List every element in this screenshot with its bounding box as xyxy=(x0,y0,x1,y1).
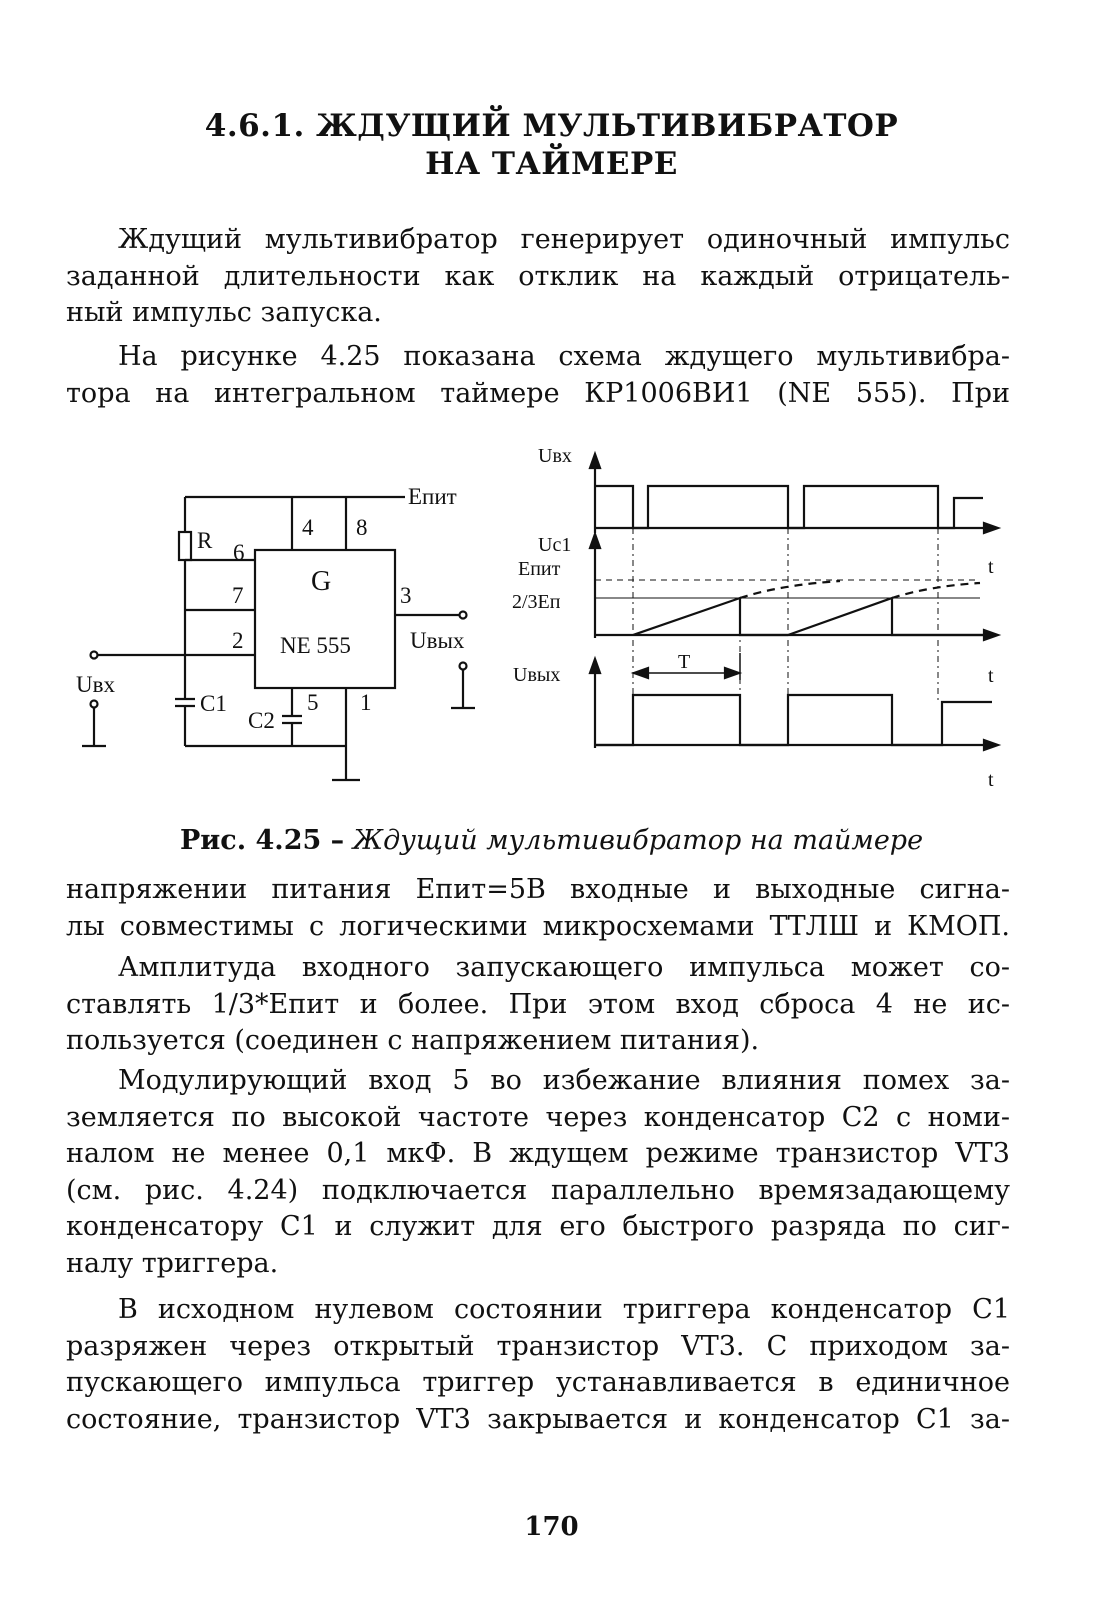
text-line: земляется по высокой частоте через конденсатор С2 с номи- xyxy=(66,1101,1010,1133)
timing-epit-label: Епит xyxy=(518,558,561,580)
c1-label: C1 xyxy=(200,691,227,716)
section-heading-line2: НА ТАЙМЕРЕ xyxy=(425,146,678,182)
text-line: В исходном нулевом состоянии триггера конденсатор C1 xyxy=(118,1294,1010,1325)
epit-label: Епит xyxy=(408,484,457,509)
text-line: разряжен через открытый транзистор VT3. С приходом за- xyxy=(66,1330,1010,1362)
c2-label: C2 xyxy=(248,708,275,733)
paragraph-3 xyxy=(66,872,1010,945)
chip-g-label: G xyxy=(311,566,332,597)
paragraph-intro-2 xyxy=(66,339,1010,412)
text-line: заданной длительности как отклик на каждый отрицатель- xyxy=(66,260,1010,292)
text-line: тора на интегральном таймере КР1006ВИ1 (NE 555). При xyxy=(66,377,1010,409)
text-line: ставлять 1/3*Епит и более. При этом вход сброса 4 не ис- xyxy=(66,988,1010,1020)
pin6-label: 6 xyxy=(233,540,245,565)
timing-two-thirds-label: 2/3Еп xyxy=(512,591,561,613)
text-line: налом не менее 0,1 мкФ. В ждущем режиме транзистор VT3 xyxy=(66,1138,1010,1169)
text-line: напряжении питания Епит=5В входные и выходные сигна- xyxy=(66,874,1010,905)
timing-uvh-label: Uвх xyxy=(538,445,572,467)
pin3-label: 3 xyxy=(400,583,412,608)
pin4-label: 4 xyxy=(302,515,314,540)
text-line: Модулирующий вход 5 во избежание влияния помех за- xyxy=(118,1065,1010,1096)
timing-uvyh-label: Uвых xyxy=(513,664,561,686)
time-axis-label: t xyxy=(988,665,994,687)
paragraph-6 xyxy=(66,1292,1010,1438)
time-axis-label: t xyxy=(988,769,994,791)
text-line: На рисунке 4.25 показана схема ждущего мультивибра- xyxy=(118,341,1010,372)
resistor-r xyxy=(179,532,191,560)
text-line: ный импульс запуска. xyxy=(66,297,382,328)
timing-labels xyxy=(512,445,994,791)
timing-diagram xyxy=(590,454,998,750)
period-t-label: T xyxy=(678,651,691,673)
page-number: 170 xyxy=(524,1512,579,1542)
uvyh-label: Uвых xyxy=(410,628,465,653)
pin2-label: 2 xyxy=(232,628,244,653)
time-axis-label: t xyxy=(988,556,994,578)
r-label: R xyxy=(197,528,213,553)
paragraph-4 xyxy=(66,950,1010,1060)
text-line: состояние, транзистор VT3 закрывается и конденсатор C1 за- xyxy=(66,1403,1010,1435)
pin5-label: 5 xyxy=(307,690,319,715)
text-line: пускающего импульса триггер устанавливается в единичное xyxy=(66,1367,1010,1398)
caption-text: Ждущий мультивибратор на таймере xyxy=(352,825,924,856)
caption-number: Рис. 4.25 – xyxy=(179,825,345,856)
paragraph-intro-1 xyxy=(66,222,1010,332)
text-line: пользуется (соединен с напряжением питания). xyxy=(66,1025,760,1056)
text-line: (см. рис. 4.24) подключается параллельно времязадающему xyxy=(66,1174,1010,1206)
text-line: конденсатору С1 и служит для его быстрого разряда по сиг- xyxy=(66,1211,1010,1242)
timing-uc1-label: Uc1 xyxy=(538,534,572,556)
figure-4-25 xyxy=(76,445,1020,818)
pin8-label: 8 xyxy=(356,515,368,540)
text-line: налу триггера. xyxy=(66,1247,279,1279)
uvh-label: Uвх xyxy=(76,672,115,697)
section-heading-line1: 4.6.1. ЖДУЩИЙ МУЛЬТИВИБРАТОР xyxy=(204,108,899,144)
text-line: Ждущий мультивибратор генерирует одиночный импульс xyxy=(118,224,1010,255)
text-line: лы совместимы с логическими микросхемами ТТЛШ и КМОП. xyxy=(66,910,1010,942)
chip-name-label: NE 555 xyxy=(280,633,351,658)
paragraph-5 xyxy=(66,1063,1010,1282)
text-line: Амплитуда входного запускающего импульса может со- xyxy=(118,952,1010,983)
pin1-label: 1 xyxy=(360,690,372,715)
figure-caption xyxy=(0,825,1103,856)
pin7-label: 7 xyxy=(232,583,244,608)
